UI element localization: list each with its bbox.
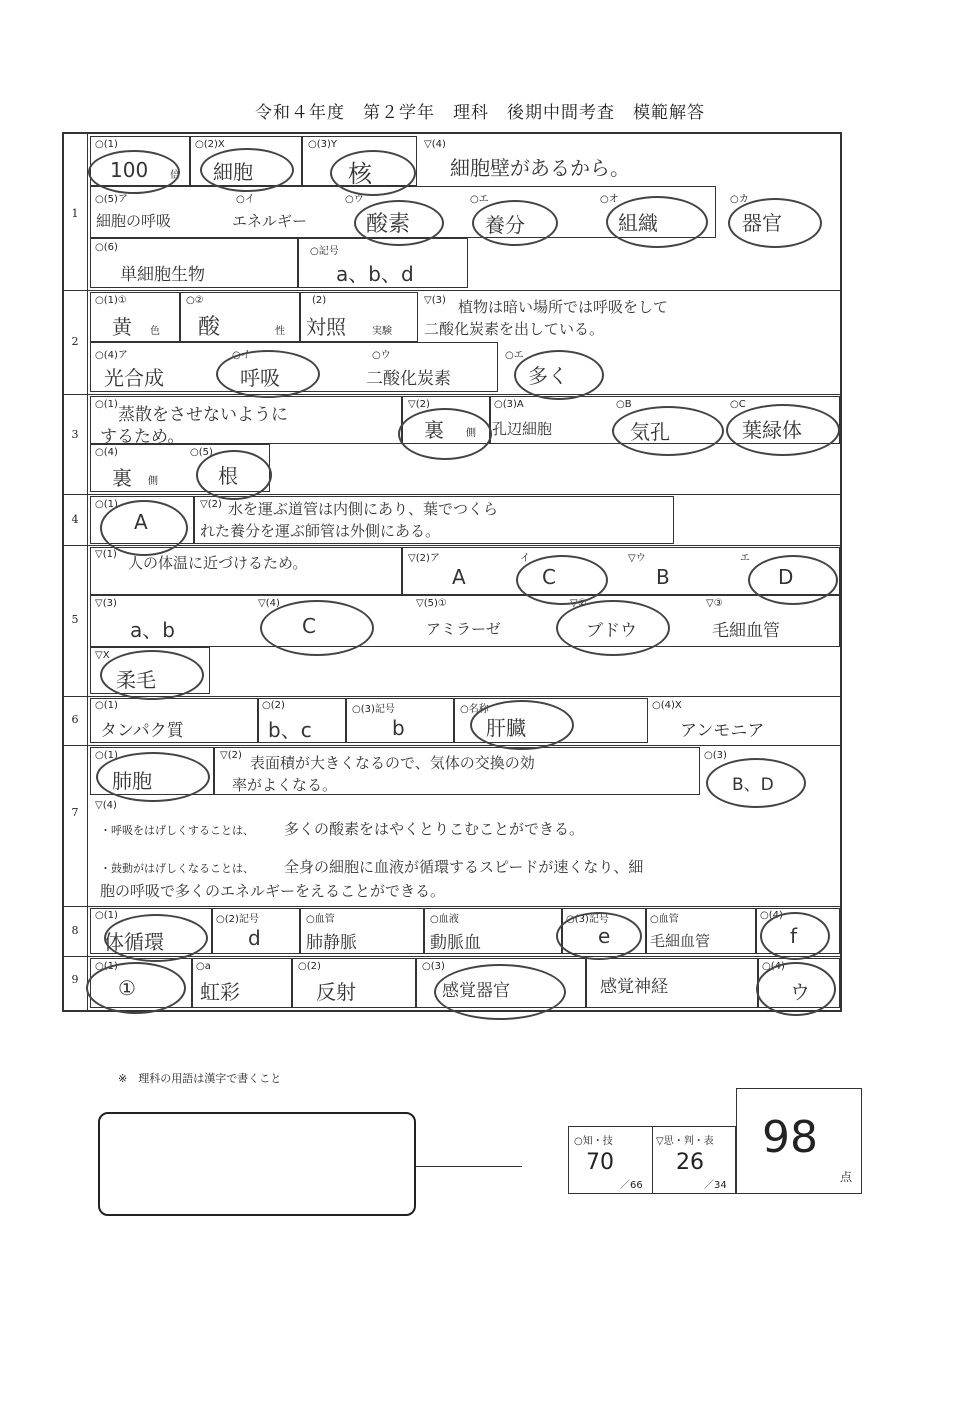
- label: ○(1)①: [95, 295, 127, 306]
- label: ▽(2): [220, 750, 242, 761]
- label: ○血管: [306, 914, 335, 925]
- question-number: 5: [71, 613, 79, 626]
- answer-text: 感覚神経: [600, 977, 668, 997]
- grading-mark: [472, 200, 558, 246]
- answer-text: アミラーゼ: [426, 620, 501, 638]
- label: ○(4)ア: [95, 350, 128, 361]
- answer-text: 単細胞生物: [120, 265, 205, 285]
- label: ○(4)X: [652, 700, 682, 711]
- score-label: ▽思・判・表: [656, 1136, 714, 1147]
- grading-mark: [86, 962, 186, 1014]
- answer-text: アンモニア: [680, 721, 765, 741]
- score-max: ／66: [620, 1180, 643, 1191]
- prompt-text: ・鼓動がはげしくなることは、: [100, 862, 254, 875]
- answer-text: 柔毛: [116, 668, 156, 692]
- answer-text: ①: [118, 976, 136, 1000]
- row-divider: [62, 394, 842, 395]
- answer-text: 率がよくなる。: [232, 776, 338, 794]
- grading-mark: [200, 148, 294, 192]
- grading-mark: [470, 700, 574, 750]
- answer-text: 多く: [528, 364, 568, 388]
- grading-mark: [706, 758, 806, 808]
- label: ○(3)A: [494, 399, 524, 410]
- row-divider: [62, 906, 842, 907]
- answer-text: 二酸化炭素: [366, 369, 451, 389]
- answer-text: 二酸化炭素を出している。: [424, 320, 605, 338]
- label: ○(2): [298, 961, 321, 972]
- label: ▽X: [95, 650, 110, 661]
- row-divider: [62, 494, 842, 495]
- label: ○エ: [470, 194, 489, 205]
- answer-text: 虹彩: [200, 980, 240, 1004]
- score-max: ／34: [704, 1180, 727, 1191]
- answer-text: A: [134, 510, 148, 534]
- answer-text: 酸素: [366, 212, 411, 237]
- answer-text: 動脈血: [430, 933, 481, 953]
- question-number: 4: [71, 513, 79, 526]
- answer-text: 水を運ぶ道管は内側にあり、葉でつくら: [228, 500, 499, 518]
- grading-mark: [748, 555, 838, 605]
- answer-text: b: [392, 716, 405, 740]
- grading-mark: [516, 555, 608, 605]
- answer-text: d: [248, 926, 261, 950]
- answer-text: B、D: [732, 775, 774, 795]
- label: ○②: [186, 295, 204, 306]
- answer-text: 蒸散をさせないように: [118, 405, 288, 425]
- answer-text: 養分: [485, 213, 525, 237]
- label: ▽(2): [200, 499, 222, 510]
- answer-text: 100: [110, 158, 149, 182]
- label: ○(1): [95, 139, 118, 150]
- question-number: 7: [71, 806, 79, 819]
- total-unit: 点: [840, 1170, 853, 1184]
- grading-mark: [514, 350, 604, 400]
- label: ○血液: [430, 914, 459, 925]
- score-divider: [652, 1126, 653, 1194]
- unit-label: 性: [275, 326, 285, 337]
- answer-text: ウ: [790, 980, 810, 1004]
- answer-text: 核: [348, 160, 372, 188]
- answer-text: タンパク質: [100, 721, 184, 741]
- label: ○(3)記号: [566, 914, 609, 925]
- answer-text: エネルギー: [232, 212, 308, 230]
- answer-text: 毛細血管: [650, 932, 711, 950]
- label: ○名称: [460, 704, 489, 715]
- label: ▽②: [570, 598, 587, 609]
- label: ○(3): [422, 961, 445, 972]
- question-number: 6: [71, 713, 79, 726]
- prompt-text: ・呼吸をはげしくすることは、: [100, 824, 254, 837]
- answer-text: 裏: [424, 418, 444, 442]
- grading-mark: [756, 962, 836, 1016]
- row-divider: [62, 290, 842, 291]
- name-box[interactable]: [98, 1112, 416, 1216]
- answer-text: 裏: [112, 466, 132, 490]
- kanji-note: ※ 理科の用語は漢字で書くこと: [118, 1072, 282, 1085]
- answer-text: 呼吸: [240, 366, 280, 390]
- label: ▽(4): [424, 139, 446, 150]
- label: ○(1): [95, 399, 118, 410]
- label: ▽(4): [95, 800, 117, 811]
- answer-text: れた養分を運ぶ師管は外側にある。: [200, 522, 441, 540]
- answer-text: 酸: [198, 315, 221, 340]
- label: ○イ: [232, 350, 251, 361]
- grading-mark: [196, 450, 272, 500]
- answer-text: a、b、d: [336, 262, 414, 286]
- answer-text: e: [598, 924, 611, 948]
- label: ○(6): [95, 242, 118, 253]
- score-value: 26: [676, 1150, 704, 1175]
- label: ▽(2)ア: [408, 553, 440, 564]
- connector-line: [416, 1166, 522, 1167]
- answer-text: 肺胞: [112, 769, 152, 793]
- question-number: 8: [71, 924, 79, 937]
- label: ○記号: [310, 246, 339, 257]
- label: ○(1): [95, 961, 118, 972]
- answer-text: C: [302, 614, 316, 638]
- label: ▽(3): [95, 598, 117, 609]
- label: ○a: [196, 961, 211, 972]
- answer-text: 植物は暗い場所では呼吸をして: [458, 298, 669, 316]
- label: ○(1): [95, 499, 118, 510]
- question-number: 1: [71, 207, 79, 220]
- label: ○オ: [600, 194, 619, 205]
- score-value: 70: [586, 1150, 614, 1175]
- label: ▽(2): [408, 399, 430, 410]
- answer-text: 胞の呼吸で多くのエネルギーをえることができる。: [100, 882, 446, 900]
- label: ○B: [616, 399, 632, 410]
- answer-text: 光合成: [104, 366, 164, 390]
- grading-mark: [556, 912, 642, 960]
- grading-mark: [100, 500, 188, 556]
- answer-text: 肺静脈: [306, 933, 357, 953]
- label: ▽(4): [258, 598, 280, 609]
- label: ○エ: [505, 350, 524, 361]
- label: ○(4): [762, 961, 785, 972]
- label: ○(2): [262, 700, 285, 711]
- label: ○ウ: [372, 350, 391, 361]
- answer-text: f: [790, 924, 798, 948]
- grading-mark: [354, 200, 444, 246]
- answer-text: 体循環: [104, 930, 164, 954]
- label: ○ウ: [345, 194, 364, 205]
- label: ○イ: [236, 194, 255, 205]
- grading-mark: [760, 912, 830, 960]
- answer-text: a、b: [130, 618, 175, 642]
- answer-text: C: [542, 565, 556, 589]
- grading-mark: [728, 198, 822, 248]
- label: ○(4): [760, 910, 783, 921]
- label: ▽(3): [424, 295, 446, 306]
- answer-text: 全身の細胞に血液が循環するスピードが速くなり、細: [284, 858, 644, 876]
- answer-text: 組織: [618, 211, 658, 235]
- answer-text: 感覚器官: [442, 981, 510, 1001]
- question-number: 2: [71, 335, 79, 348]
- row-divider: [62, 745, 842, 746]
- label: ▽(1): [95, 549, 117, 560]
- answer-text: 対照: [306, 315, 346, 339]
- answer-text: 人の体温に近づけるため。: [128, 554, 308, 572]
- grading-mark: [726, 404, 840, 456]
- answer-text: B: [656, 565, 670, 589]
- label: ▽(5)①: [416, 598, 447, 609]
- grading-mark: [612, 406, 724, 456]
- label: ○(3)Y: [308, 139, 337, 150]
- unit-label: 色: [150, 326, 160, 337]
- label: ○C: [730, 399, 746, 410]
- unit-label: 実験: [372, 326, 392, 337]
- label: ○(1): [95, 750, 118, 761]
- grading-mark: [96, 752, 210, 802]
- answer-text: するため。: [100, 427, 185, 447]
- answer-text: 反射: [316, 980, 356, 1004]
- question-number-column: [62, 132, 88, 1012]
- answer-text: 孔辺細胞: [492, 420, 553, 438]
- grading-mark: [260, 600, 374, 656]
- label: ○(4): [95, 447, 118, 458]
- score-label: ○知・技: [574, 1136, 613, 1147]
- grading-mark: [104, 914, 208, 962]
- label: ○(3): [704, 750, 727, 761]
- answer-text: 多くの酸素をはやくとりこむことができる。: [284, 820, 585, 838]
- label: ○血管: [650, 914, 679, 925]
- answer-text: 器官: [742, 211, 782, 235]
- label: イ: [520, 553, 530, 564]
- question-number: 9: [71, 973, 79, 986]
- unit-label: 倍: [170, 170, 180, 181]
- label: ▽ウ: [628, 553, 646, 564]
- unit-label: 側: [148, 476, 158, 487]
- grading-mark: [434, 964, 566, 1020]
- label: ○(1): [95, 700, 118, 711]
- question-number: 3: [71, 428, 79, 441]
- grading-mark: [100, 650, 204, 700]
- label: (2): [312, 295, 327, 306]
- answer-text: 黄: [112, 315, 132, 339]
- answer-text: 毛細血管: [712, 621, 780, 641]
- grading-mark: [216, 350, 320, 398]
- unit-label: 側: [466, 428, 476, 439]
- answer-text: b、c: [268, 718, 312, 742]
- label: ○(2)X: [195, 139, 225, 150]
- row-divider: [62, 545, 842, 546]
- grading-mark: [398, 408, 492, 460]
- answer-text: D: [778, 565, 794, 589]
- label: ○(5)ア: [95, 194, 128, 205]
- answer-text: 細胞: [213, 160, 253, 184]
- answer-text: 表面積が大きくなるので、気体の交換の効: [250, 754, 535, 772]
- answer-text: 細胞壁があるから。: [450, 156, 630, 180]
- label: ○(1): [95, 910, 118, 921]
- answer-text: A: [452, 565, 466, 589]
- page-title: 令和４年度 第２学年 理科 後期中間考査 模範解答: [255, 103, 705, 123]
- label: ○(2)記号: [216, 914, 259, 925]
- answer-text: 根: [218, 464, 238, 488]
- answer-text: 肝臓: [486, 716, 526, 740]
- label: ▽③: [706, 598, 723, 609]
- label: ○カ: [730, 194, 749, 205]
- answer-text: 葉緑体: [742, 418, 802, 442]
- total-score: 98: [762, 1112, 818, 1163]
- label: ○(3)記号: [352, 704, 395, 715]
- label: ○(5): [190, 447, 213, 458]
- grading-mark: [88, 150, 180, 194]
- grading-mark: [606, 196, 708, 248]
- grading-mark: [556, 600, 670, 656]
- grading-mark: [330, 150, 416, 196]
- label: エ: [740, 553, 750, 564]
- answer-text: ブドウ: [586, 621, 637, 641]
- answer-text: 気孔: [630, 420, 670, 444]
- answer-text: 細胞の呼吸: [96, 212, 172, 230]
